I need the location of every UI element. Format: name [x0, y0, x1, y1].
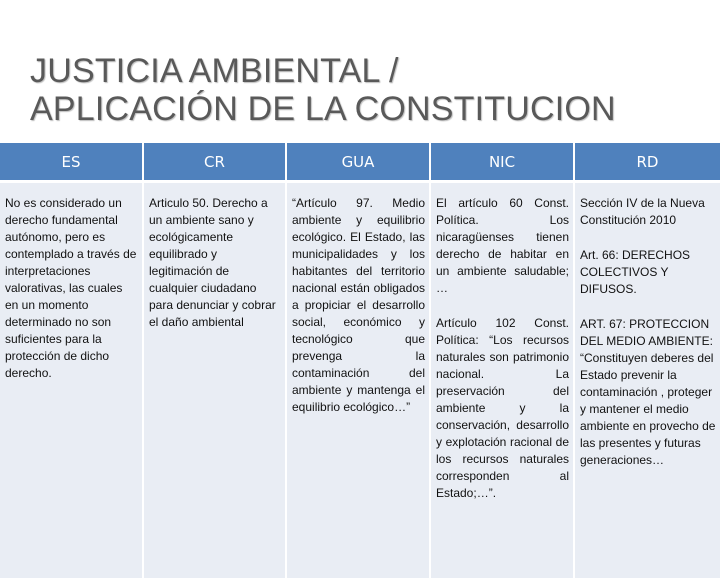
cell-nic-paragraph-1: El artículo 60 Const. Política. Los nicaragüenses tienen derecho de habitar en un ambiente saludable; … [436, 196, 569, 295]
header-gua: GUA [287, 143, 431, 180]
slide-title [30, 52, 710, 128]
cell-cr [144, 180, 287, 578]
cell-gua [287, 180, 431, 578]
cell-cr-text: Articulo 50. Derecho a un ambiente sano y ecológicamente equilibrado y legitimación de cualquier ciudadano para denunciar y cobrar el daño ambiental [149, 196, 276, 329]
cell-nic-paragraph-2: Artículo 102 Const. Política: “Los recursos naturales son patrimonio nacional. La preservación del ambiente y la conservación, desarrollo y explotación racional de los recursos naturales corresponden al Estado;…”. [436, 316, 569, 500]
header-rd: RD [575, 143, 720, 180]
cell-rd-paragraph-1: Sección IV de la Nueva Constitución 2010 [580, 196, 705, 227]
table-row [0, 180, 720, 578]
cell-rd-paragraph-3: ART. 67: PROTECCION DEL MEDIO AMBIENTE: “Constituyen deberes del Estado prevenir la contaminación , proteger y mantener el medio ambiente en provecho de las presentes y futuras generaciones… [580, 317, 716, 467]
header-nic: NIC [431, 143, 575, 180]
cell-rd [575, 180, 720, 578]
comparison-table [0, 143, 720, 578]
cell-es-text: No es considerado un derecho fundamental autónomo, pero es contemplado a través de interpretaciones valorativas, las cuales en un momento determinado no son suficientes para la protección de dicho derecho. [5, 196, 137, 380]
table-header-row [0, 143, 720, 180]
slide-title-line-2: APLICACIÓN DE LA CONSTITUCION [30, 90, 616, 128]
cell-gua-text: “Artículo 97. Medio ambiente y equilibrio ecológico. El Estado, las municipalidades y los habitantes del territorio nacional están obligados a propiciar el desarrollo social, económico y tecnológico que prevenga la contaminación del ambiente y mantenga el equilibrio ecológico…” [292, 196, 425, 414]
cell-nic [431, 180, 575, 578]
cell-es [0, 180, 144, 578]
header-es: ES [0, 143, 144, 180]
slide-title-line-1: JUSTICIA AMBIENTAL / [30, 52, 399, 90]
header-cr: CR [144, 143, 287, 180]
cell-rd-paragraph-2: Art. 66: DERECHOS COLECTIVOS Y DIFUSOS. [580, 248, 691, 296]
